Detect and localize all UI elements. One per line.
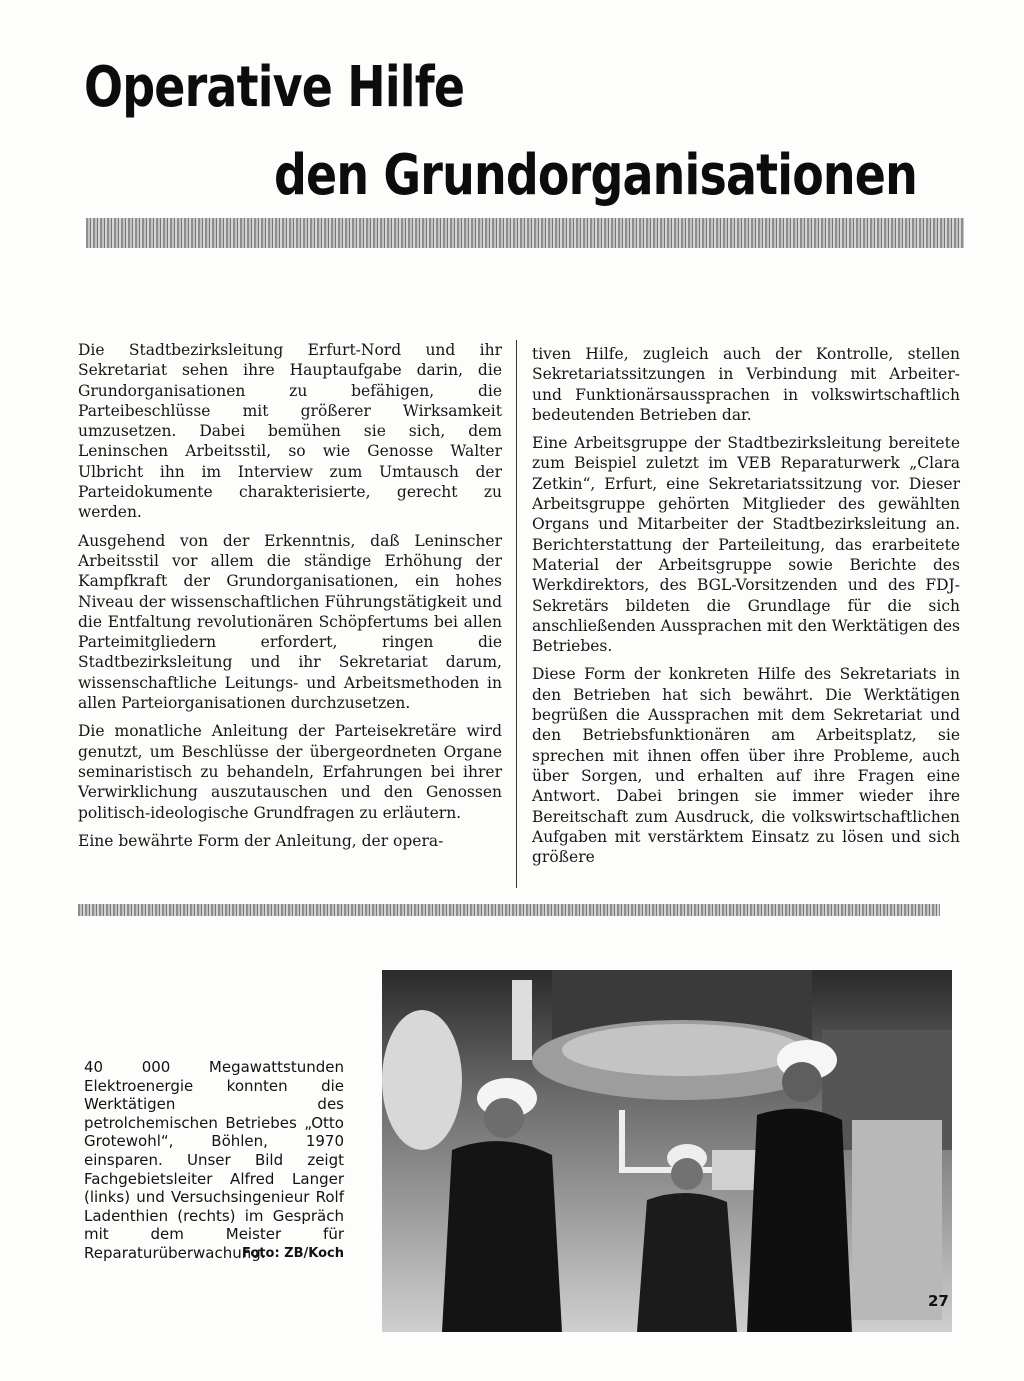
headline-line-1: Operative Hilfe xyxy=(84,55,465,120)
headline-line-2: den Grundorganisationen xyxy=(274,143,917,208)
paragraph: Eine Arbeitsgruppe der Stadtbezirksleitung bereitete zum Beispiel zuletzt im VEB Reparaturwerk „Clara Zetkin“, Erfurt, eine Sekretariatssitzung vor. Dieser Arbeitsgruppe gehörten Mitglieder des gewählten Organs und Mitarbeiter der Stadtbezirksleitung an. Berichterstattung der Parteileitung, das erarbeitete Material der Arbeitsgruppe sowie Berichte des Werkdirektors, des BGL-Vorsitzenden und des FDJ-Sekretärs bildeten die Grundlage für die sich anschließenden Aussprachen mit den Werktätigen des Betriebes. xyxy=(532,434,961,656)
paragraph: Ausgehend von der Erkenntnis, daß Leninscher Arbeitsstil vor allem die ständige Erhöhung der Kampfkraft der Grundorganisationen, ein hohes Niveau der wissenschaftlichen Führungstätigkeit und die Entfaltung revolutionären Schöpfertums bei allen Parteimitgliedern erfordert, ringen die Stadtbezirksleitung und ihr Sekretariat darum, wissenschaftliche Leitungs- und Arbeitsmethoden in allen Parteiorganisationen durchzusetzen. xyxy=(78,531,502,713)
paragraph: Diese Form der konkreten Hilfe des Sekretariats in den Betrieben hat sich bewährt. Die Werktätigen begrüßen die Aussprachen mit dem Sekretariat und den Betriebsfunktionären am Arbeitsplatz, sie sprechen mit ihnen offen über ihre Probleme, auch über Sorgen, und erhalten auf ihre Fragen eine Antwort. Dabei bringen sie immer wieder ihre Bereitschaft zum Ausdruck, die volkswirtschaftlichen Aufgaben mit verstärktem Einsatz zu lösen und sich größere xyxy=(532,665,960,867)
photo-caption: 40 000 Megawattstunden Elektroenergie konnten die Werktätigen des petrolchemischen Betriebes „Otto Grotewohl“, Böhlen, 1970 einsparen. Unser Bild zeigt Fachgebietsleiter Alfred Langer (links) und Versuchsingenieur Rolf Ladenthien (rechts) im Gespräch mit dem Meister für Reparaturüberwachung. xyxy=(84,1058,344,1262)
column-divider xyxy=(516,340,517,888)
article-column-right xyxy=(532,344,960,875)
paragraph: Eine bewährte Form der Anleitung, der opera- xyxy=(78,831,444,850)
page-number: 27 xyxy=(928,1292,949,1310)
halftone-rule-top xyxy=(86,218,964,248)
article-column-left xyxy=(78,340,502,859)
workers-photo xyxy=(382,970,952,1332)
halftone-rule-middle xyxy=(78,904,940,916)
paragraph: Die Stadtbezirksleitung Erfurt-Nord und ihr Sekretariat sehen ihre Hauptaufgabe darin, die Grundorganisationen zu befähigen, die Parteibeschlüsse mit größerer Wirksamkeit umzusetzen. Dabei bemühen sie sich, dem Leninschen Arbeitsstil, so wie Genosse Walter Ulbricht ihn im Interview zum Umtausch der Parteidokumente charakterisierte, gerecht zu werden. xyxy=(78,341,502,522)
paragraph: Die monatliche Anleitung der Parteisekretäre wird genutzt, um Beschlüsse der übergeordneten Organe seminaristisch zu behandeln, Erfahrungen bei ihrer Verwirklichung auszutauschen und den Genossen politisch-ideologische Grundfragen zu erläutern. xyxy=(78,722,502,822)
paragraph: tiven Hilfe, zugleich auch der Kontrolle, stellen Sekretariatssitzungen in Verbindung mit Arbeiter- und Funktionärsaussprachen in volkswirtschaftlich bedeutenden Betrieben dar. xyxy=(532,345,960,424)
photo-credit: Foto: ZB/Koch xyxy=(242,1246,344,1261)
